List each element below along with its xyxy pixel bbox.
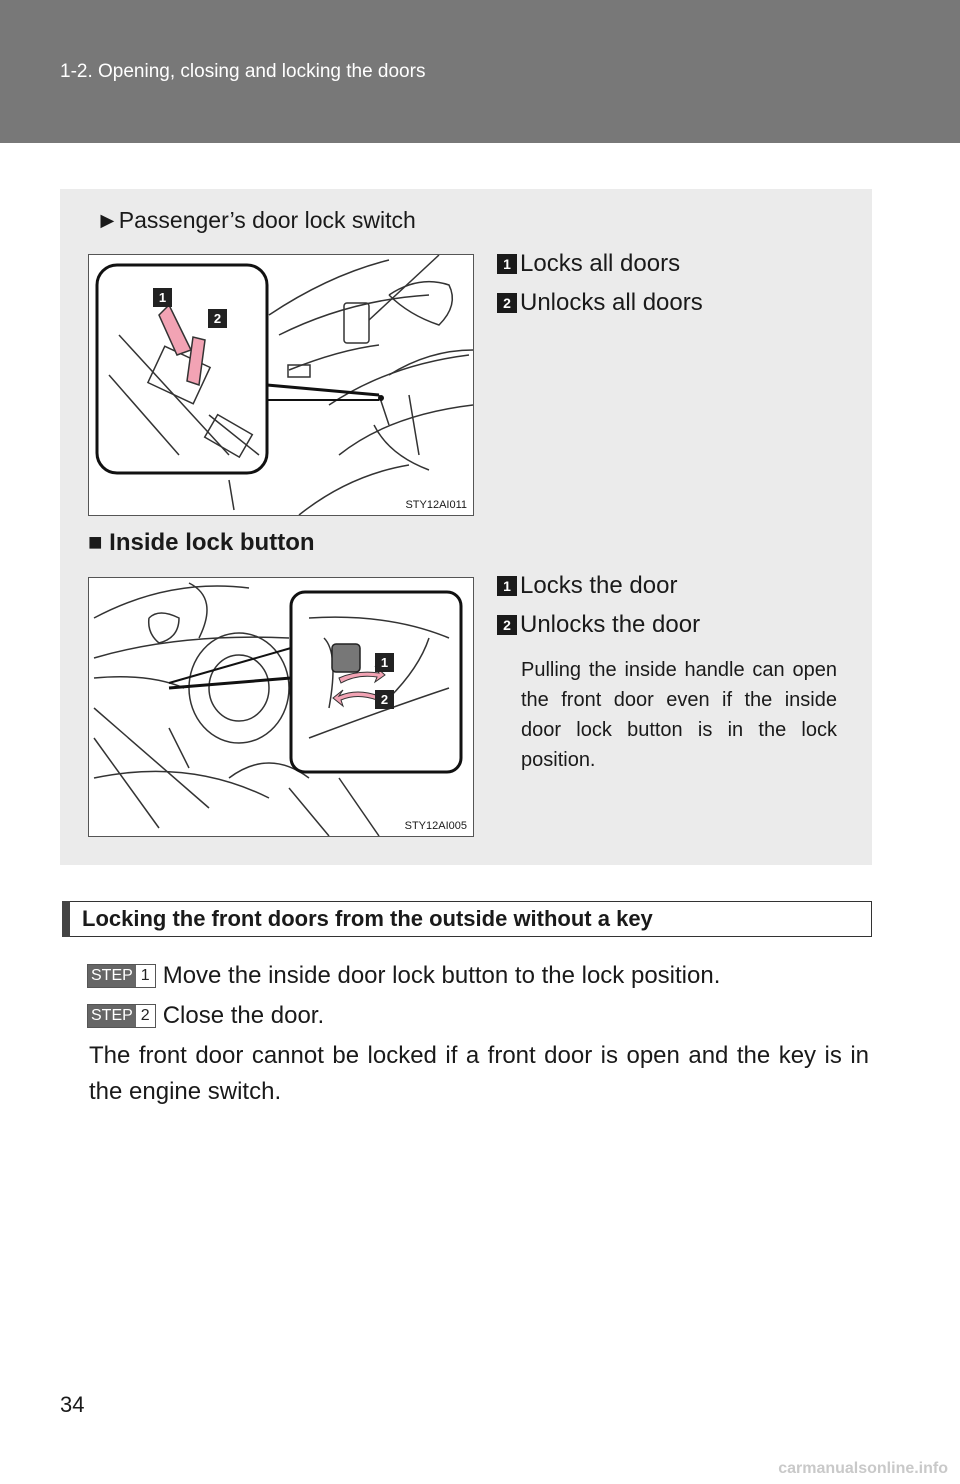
number-badge: 2 (497, 293, 517, 313)
inside-lock-item-2 (497, 611, 700, 639)
step-number: 1 (136, 965, 155, 987)
step-1 (87, 962, 720, 990)
inside-lock-heading (88, 529, 315, 557)
passenger-switch-illustration (88, 254, 474, 516)
car-interior-drawing (89, 255, 473, 515)
number-badge: 2 (497, 615, 517, 635)
inside-lock-heading-text: Inside lock button (109, 529, 315, 556)
image-code: STY12AI011 (405, 499, 467, 511)
item-label: Locks the door (520, 572, 678, 599)
svg-text:2: 2 (213, 311, 222, 326)
item-label: Unlocks all doors (520, 289, 703, 316)
passenger-switch-heading (96, 207, 416, 234)
section-heading: Locking the front doors from the outside without a key (82, 906, 653, 931)
step-text: Move the inside door lock button to the lock position. (162, 962, 721, 989)
image-code: STY12AI005 (404, 820, 467, 832)
step-word: STEP (88, 965, 136, 987)
outside-lock-section-header (62, 901, 872, 937)
section-bar-marker (62, 901, 70, 937)
header-band (0, 0, 960, 143)
step-number: 2 (136, 1005, 155, 1027)
lock-explanation-paragraph: The front door cannot be locked if a front door is open and the key is in the engine switch. (89, 1042, 869, 1105)
step-badge (87, 964, 156, 988)
passenger-item-1 (497, 250, 680, 278)
item-label: Locks all doors (520, 250, 681, 277)
square-bullet-icon: ■ (88, 529, 110, 556)
inside-lock-illustration (88, 577, 474, 837)
inside-lock-note: Pulling the inside handle can open the front door even if the inside door lock button is in the lock position. (521, 659, 837, 771)
page-number: 34 (60, 1392, 85, 1417)
number-badge: 1 (497, 576, 517, 596)
triangle-icon: ► (96, 207, 119, 233)
site-watermark: carmanualsonline.info (778, 1460, 948, 1477)
section-title: 1-2. Opening, closing and locking the doors (60, 61, 426, 82)
step-text: Close the door. (162, 1002, 325, 1029)
passenger-item-2 (497, 289, 703, 317)
number-badge: 1 (497, 254, 517, 274)
svg-text:1: 1 (380, 655, 389, 670)
passenger-switch-title: Passenger’s door lock switch (118, 207, 416, 233)
inside-lock-item-1 (497, 572, 677, 600)
item-label: Unlocks the door (520, 611, 701, 638)
svg-text:1: 1 (158, 290, 167, 305)
step-badge (87, 1004, 156, 1028)
step-2 (87, 1002, 324, 1030)
step-word: STEP (88, 1005, 136, 1027)
car-interior-drawing (89, 578, 473, 836)
svg-text:2: 2 (380, 692, 389, 707)
